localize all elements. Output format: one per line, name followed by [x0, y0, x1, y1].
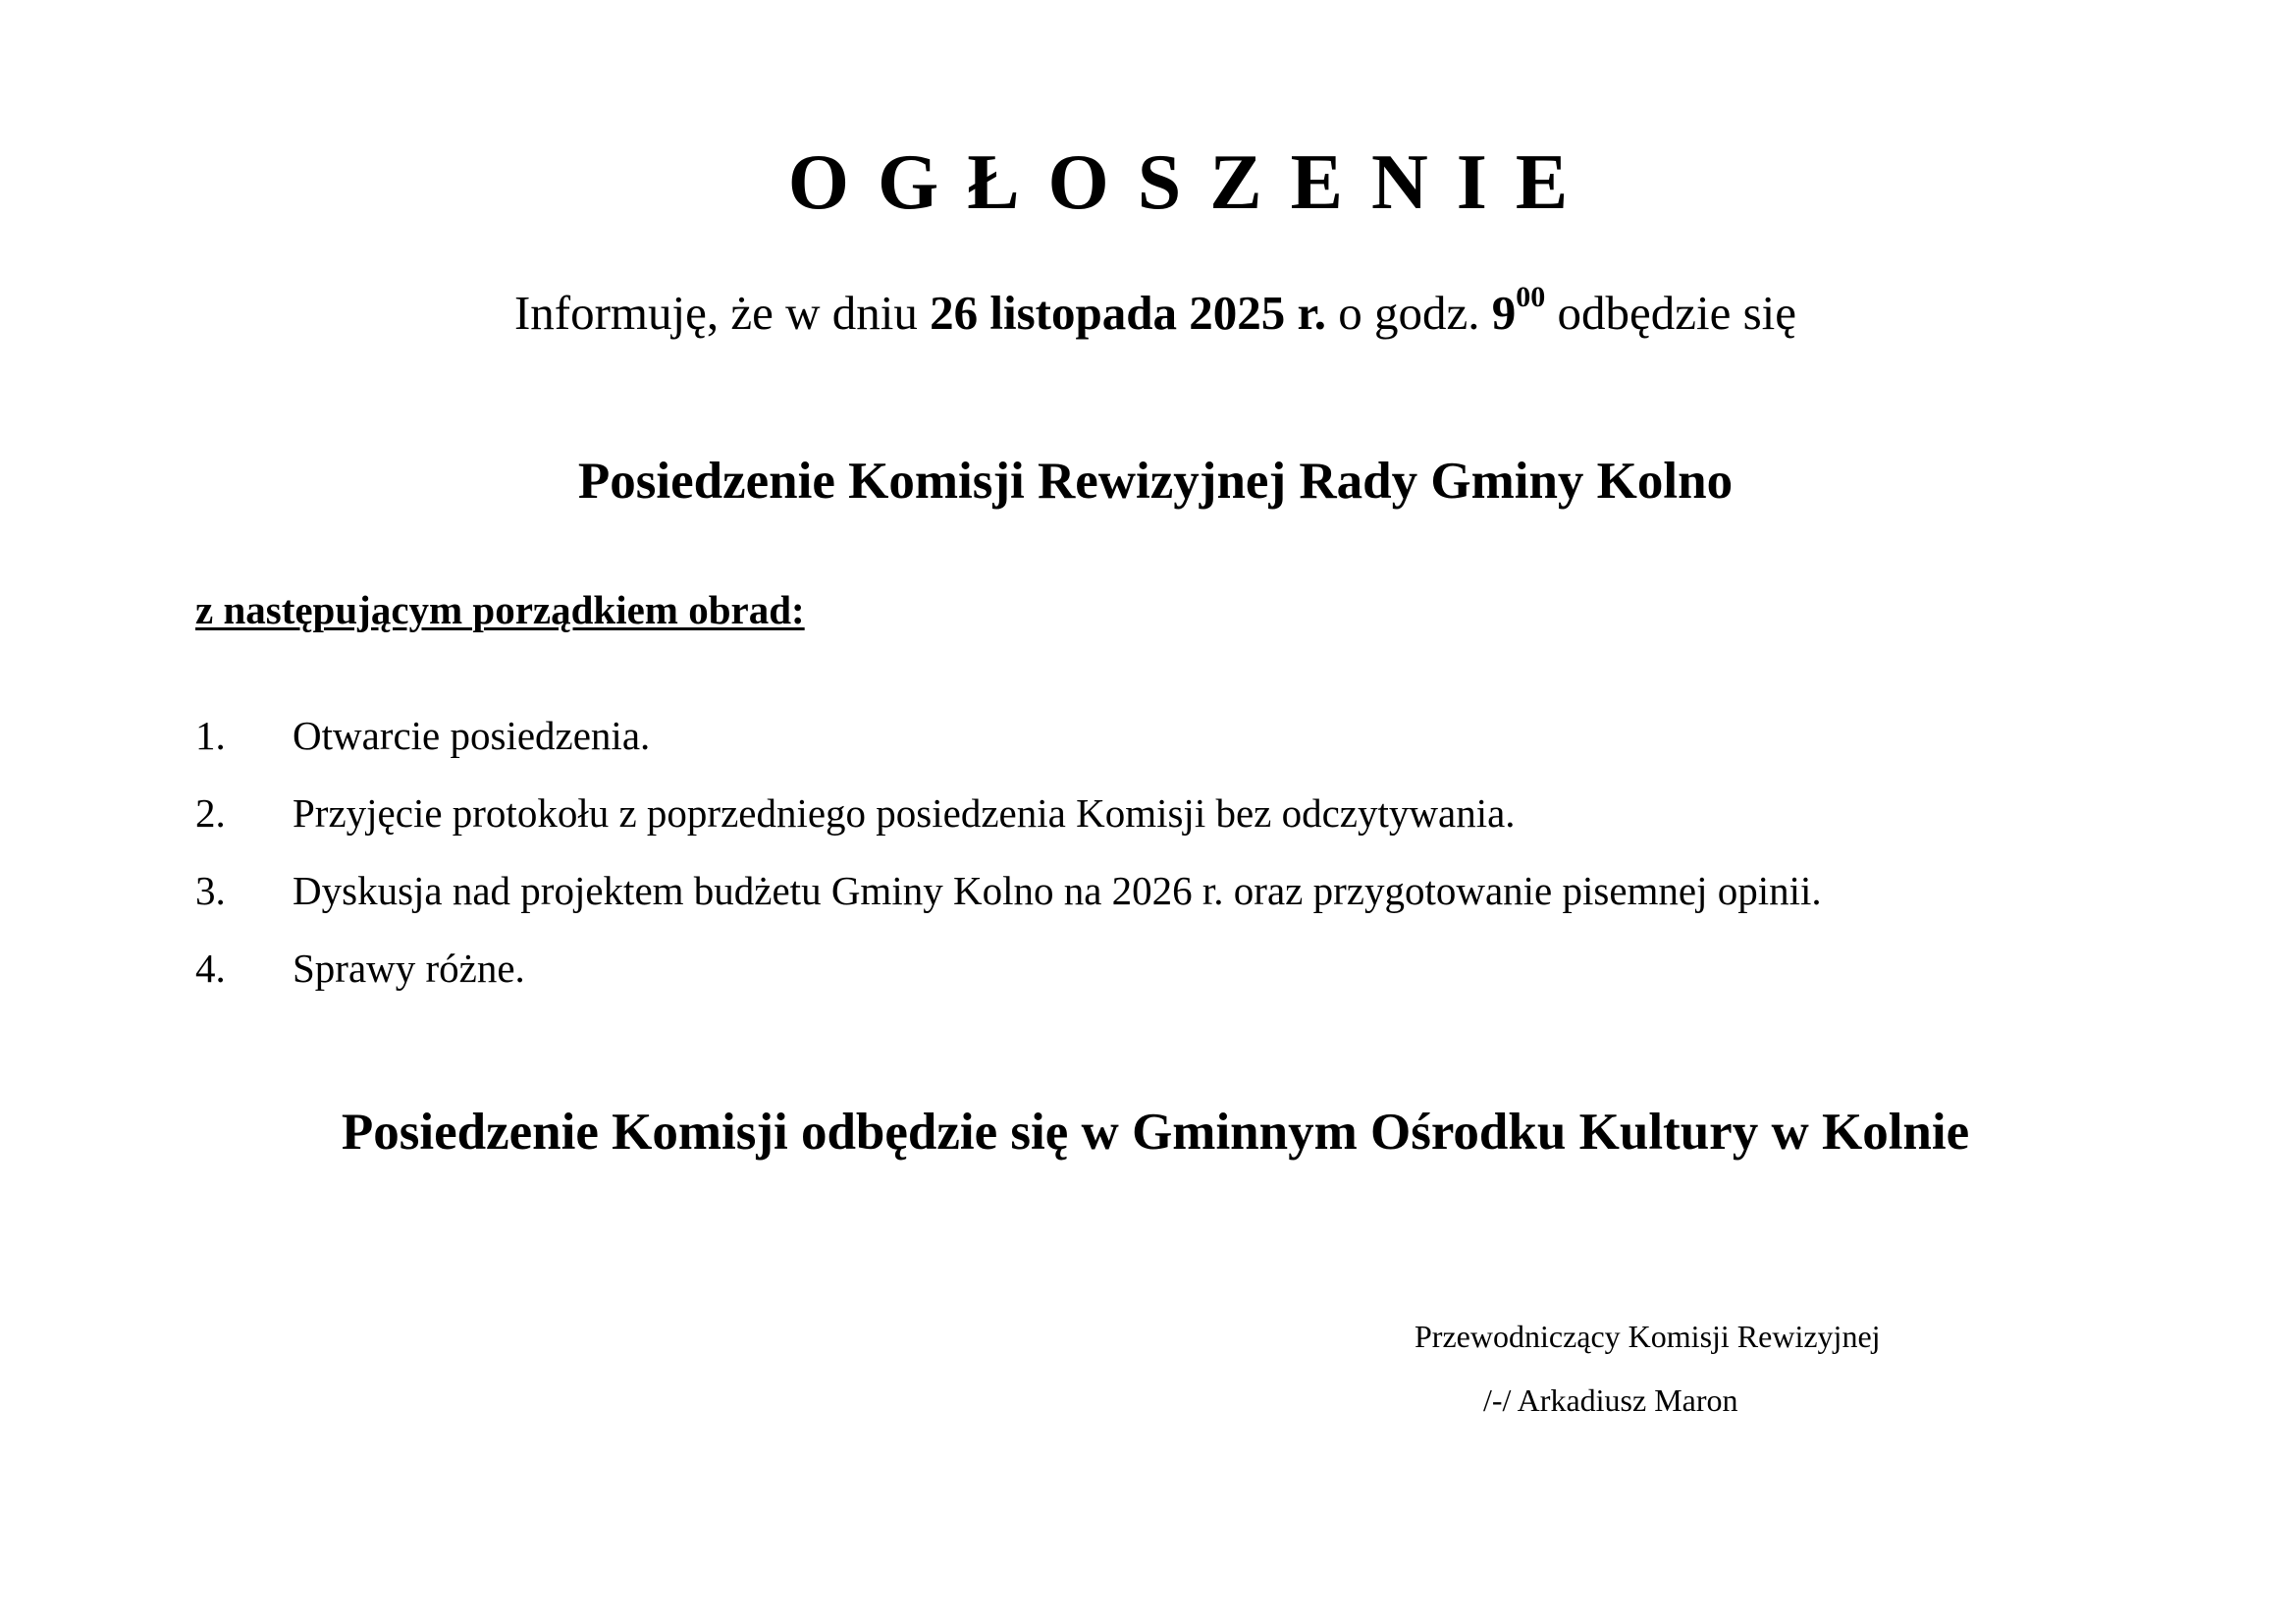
agenda-item-number: 3.	[195, 868, 226, 913]
intro-suffix: odbędzie się	[1545, 286, 1797, 340]
meeting-hour-value: 9	[1491, 286, 1517, 340]
agenda-heading: z następującym porządkiem obrad:	[195, 587, 805, 632]
page-title: OGŁOSZENIE	[787, 139, 1597, 226]
agenda-item-number: 1.	[195, 713, 226, 758]
agenda-item-text: Otwarcie posiedzenia.	[293, 713, 651, 758]
intro-sentence	[0, 282, 2296, 345]
agenda-item-number: 2.	[195, 790, 226, 836]
intro-middle: o godz.	[1326, 286, 1492, 340]
signature-name: /-/ Arkadiusz Maron	[1483, 1382, 1738, 1418]
signature-role: Przewodniczący Komisji Rewizyjnej	[1415, 1319, 1881, 1354]
agenda-item	[195, 709, 1822, 786]
agenda-item	[195, 786, 1822, 864]
meeting-date: 26 listopada 2025 r.	[930, 286, 1326, 340]
agenda-item-text: Dyskusja nad projektem budżetu Gminy Kolno na 2026 r. oraz przygotowanie pisemnej opinii.	[293, 868, 1822, 913]
meeting-location: Posiedzenie Komisji odbędzie się w Gminnym Ośrodku Kultury w Kolnie	[341, 1104, 1970, 1161]
agenda-list	[195, 709, 1822, 1019]
agenda-item-number: 4.	[195, 946, 226, 991]
agenda-item	[195, 942, 1822, 1019]
agenda-item	[195, 864, 1822, 942]
meeting-heading: Posiedzenie Komisji Rewizyjnej Rady Gminy Kolno	[577, 453, 1734, 510]
meeting-hour	[1491, 280, 1546, 340]
meeting-minutes: 00	[1516, 280, 1546, 313]
agenda-item-text: Przyjęcie protokołu z poprzedniego posiedzenia Komisji bez odczytywania.	[293, 790, 1516, 836]
agenda-item-text: Sprawy różne.	[293, 946, 525, 991]
intro-prefix: Informuję, że w dniu	[513, 286, 931, 340]
